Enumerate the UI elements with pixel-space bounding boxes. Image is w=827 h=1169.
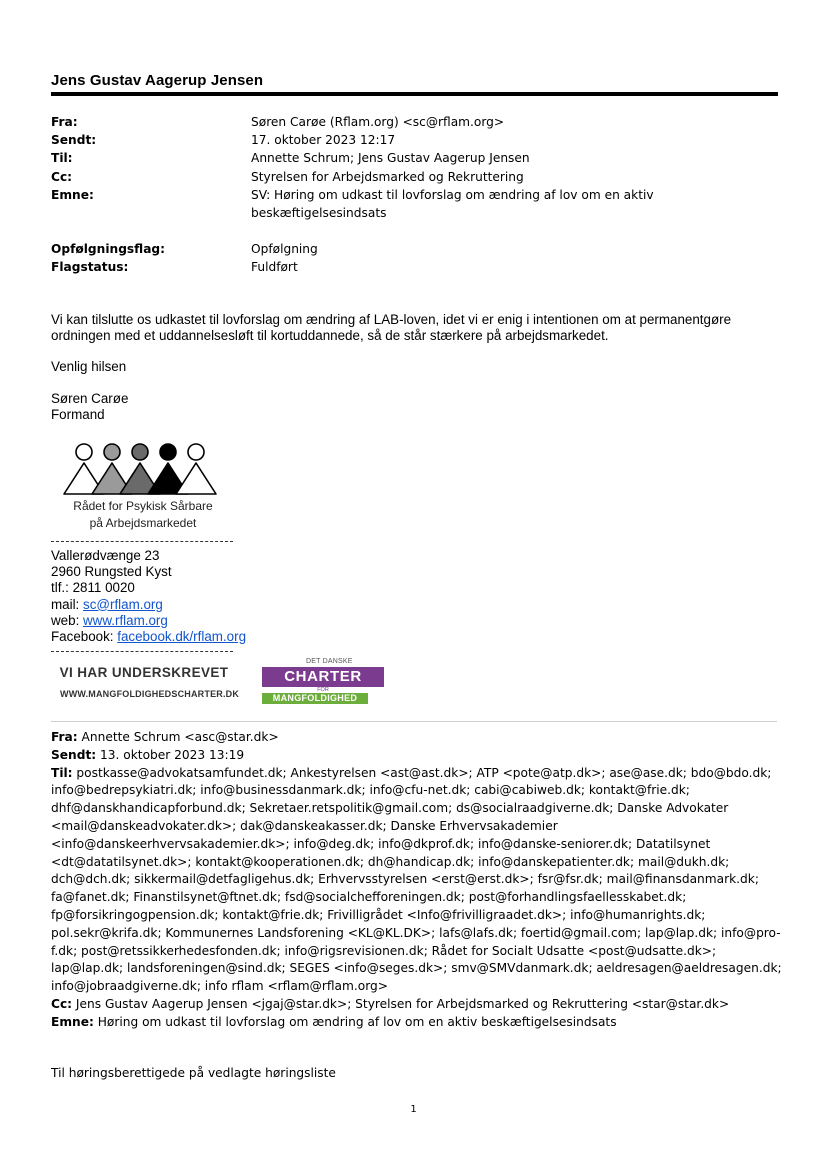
header-row-from (51, 113, 778, 131)
orig-sent-value: 13. oktober 2023 13:19 (96, 747, 245, 762)
orig-from (51, 729, 786, 747)
charter-logo-for: FOR (317, 687, 329, 693)
greeting: Venlig hilsen (51, 359, 127, 374)
sent-value: 17. oktober 2023 12:17 (251, 133, 396, 148)
signer-block (51, 391, 778, 423)
logo-text-line2: på Arbejdsmarkedet (89, 516, 197, 530)
charter-logo-main: CHARTER (262, 667, 384, 687)
facebook-label: Facebook: (51, 629, 118, 645)
address-line2: 2960 Rungsted Kyst (51, 564, 172, 580)
phone: tlf.: 2811 0020 (51, 580, 135, 596)
mail-row (51, 597, 246, 613)
orig-subject (51, 1014, 786, 1032)
header-row-to (51, 149, 778, 167)
to-value: Annette Schrum; Jens Gustav Aagerup Jensen (251, 151, 530, 166)
signature-divider-bottom (51, 651, 233, 652)
signer-title: Formand (51, 407, 105, 423)
flag-value: Opfølgning (251, 242, 318, 257)
subject-label: Emne: (51, 187, 94, 202)
email-header (51, 113, 778, 277)
cc-label: Cc: (51, 169, 73, 184)
orig-subject-value: Høring om udkast til lovforslag om ændring af lov om en aktiv beskæftigelsesindsats (93, 1014, 617, 1029)
orig-cc (51, 996, 786, 1014)
header-row-flag-status (51, 258, 778, 276)
from-label: Fra: (51, 115, 78, 129)
web-row (51, 613, 246, 629)
subject-value: SV: Høring om udkast til lovforslag om ændring af lov om en aktiv beskæftigelsesindsats (251, 187, 654, 221)
mail-link[interactable]: sc@rflam.org (83, 596, 163, 612)
signed-charter-badge (56, 665, 252, 705)
mail-label: mail: (51, 596, 83, 612)
original-message (51, 729, 786, 1032)
page-number: 1 (410, 1104, 417, 1115)
logo-figure-head-2 (104, 444, 120, 460)
orig-from-value: Annette Schrum <asc@star.dk> (77, 730, 279, 744)
orig-to (51, 765, 786, 996)
badge-headline: VI HAR UNDERSKREVET (59, 665, 229, 680)
orig-cc-label: Cc: (51, 996, 73, 1011)
logo-figure-body-5 (176, 463, 216, 494)
cc-value: Styrelsen for Arbejdsmarked og Rekruttering (251, 169, 524, 184)
message-body: Vi kan tilslutte os udkastet til lovforslag om ændring af LAB-loven, idet vi er enig i intentionen om at permanentgøre ordningen med et uddannelsesløft til kortuddannede, så de står stærkere på arbejdsmarkedet. (51, 312, 732, 344)
sent-label: Sendt: (51, 133, 97, 148)
signer-name: Søren Carøe (51, 391, 129, 406)
orig-from-label: Fra: (51, 730, 78, 744)
web-label: web: (51, 612, 84, 628)
header-row-cc (51, 168, 778, 186)
logo-figure-head-1 (76, 444, 92, 460)
to-label: Til: (51, 151, 73, 166)
header-rule (51, 92, 778, 96)
logo-figure-head-4 (160, 444, 176, 460)
orig-to-label: Til: (51, 765, 73, 780)
signature-divider-top (51, 541, 233, 542)
orig-cc-value: Jens Gustav Aagerup Jensen <jgaj@star.dk>; Styrelsen for Arbejdsmarked og Rekruttering <star@star.dk> (72, 996, 730, 1011)
flag-status-label: Flagstatus: (51, 260, 129, 275)
orig-to-value: postkasse@advokatsamfundet.dk; Ankestyrelsen <ast@ast.dk>; ATP <pote@atp.dk>; ase@ase.dk; bdo@bdo.dk; info@bedrepsykiatri.dk; info@businessdanmark.dk; info@cfu-net.dk; cabi@cabiweb.dk; kontakt@frie.dk; dhf@danskhandicapforbund.dk; Sekretaer.retspolitik@gmail.com; ds@socialraadgiverne.dk; Danske Advokater <mail@danskeadvokater.dk>; dak@danskeakasser.dk; Danske Erhvervsakademier <info@danskeerhvervsakademier.dk>; info@deg.dk; info@dkprof.dk; info@danske-seniorer.dk; Datatilsynet <dt@datatilsynet.dk>; kontakt@kooperationen.dk; dh@handicap.dk; info@danskepatienter.dk; mail@dukh.dk; dch@dch.dk; sikkermail@detfagligehus.dk; Erhvervsstyrelsen <erst@erst.dk>; fsr@fsr.dk; mail@finansdanmark.dk; fa@fanet.dk; Finanstilsynet@ftnet.dk; fsd@socialchefforeningen.dk; post@forhandlingsfaellesskabet.dk; fp@forsikringogpension.dk; kontakt@frie.dk; Frivilligrådet <Info@frivilligraadet.dk>; info@humanrights.dk; pol.sekr@krifa.dk; Kommunernes Landsforening <KL@KL.DK>; lafs@lafs.dk; foertid@gmail.com; lap@lap.dk; info@pro-f.dk; post@retssikkerhedesfonden.dk; info@rigsrevisionen.dk; Rådet for Socialt Udsatte <post@udsatte.dk>; lap@lap.dk; landsforeningen@sind.dk; SEGES <info@seges.dk>; smv@SMVdanmark.dk; aeldresagen@aeldresagen.dk; info@jobraadgiverne.dk; info rflam <rflam@rflam.org> (51, 765, 782, 994)
logo-figure-head-5 (188, 444, 204, 460)
orig-sent-label: Sendt: (51, 747, 97, 762)
diversity-charter-logo (262, 658, 384, 704)
orig-sent (51, 747, 786, 765)
facebook-row (51, 629, 246, 645)
orig-subject-label: Emne: (51, 1014, 94, 1029)
signature-contact (51, 548, 246, 645)
logo-figure-head-3 (132, 444, 148, 460)
forwarded-separator (51, 721, 777, 722)
closing-line: Til høringsberettigede på vedlagte høringsliste (51, 1066, 336, 1080)
facebook-link[interactable]: facebook.dk/rflam.org (117, 629, 247, 645)
flag-status-value: Fuldført (251, 260, 298, 275)
from-value: Søren Carøe (Rflam.org) <sc@rflam.org> (251, 115, 505, 129)
header-row-sent (51, 131, 778, 149)
charter-logo-top: DET DANSKE (306, 658, 353, 665)
header-row-flag (51, 240, 778, 258)
charter-logo-bottom: MANGFOLDIGHED (262, 693, 368, 704)
web-link[interactable]: www.rflam.org (83, 612, 168, 628)
header-gap (51, 222, 778, 240)
flag-label: Opfølgningsflag: (51, 242, 166, 257)
address-line1: Vallerødvænge 23 (51, 548, 160, 563)
mailbox-owner-name: Jens Gustav Aagerup Jensen (51, 72, 264, 89)
logo-text-line1: Rådet for Psykisk Sårbare (73, 499, 213, 513)
header-row-subject (51, 186, 778, 222)
badge-url: WWW.MANGFOLDIGHEDSCHARTER.DK (60, 689, 240, 699)
